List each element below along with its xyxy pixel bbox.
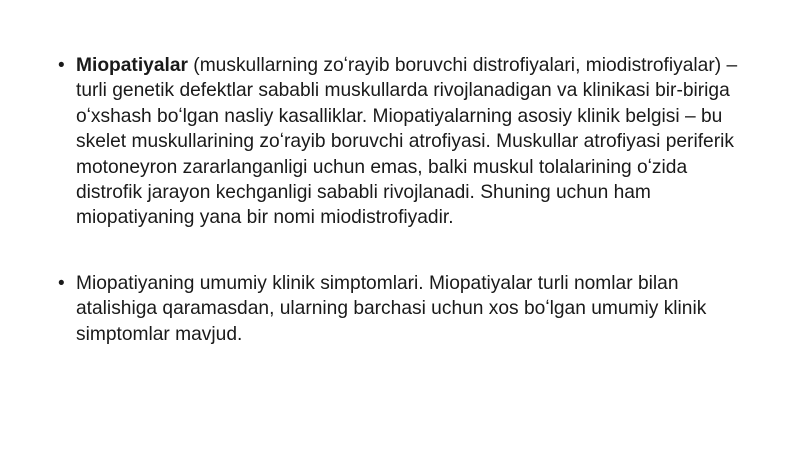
bullet-marker-icon: • bbox=[58, 55, 65, 76]
bullet-term: Miopatiyalar bbox=[76, 55, 188, 76]
bullet-text: Miopatiyaning umumiy klinik simptomlari. Miopatiyalar turli nomlar bilan atalishiga qaramasdan, ularning barchasi uchun xos boʻlgan umumiy klinik simptomlar mavjud. bbox=[76, 272, 707, 345]
bullet-item-definition bbox=[58, 53, 758, 231]
bullet-marker-icon: • bbox=[58, 272, 65, 294]
bullet-text: (muskullarning zoʻrayib boruvchi distrofiyalari, miodistrofiyalar) – turli genetik defektlar sababli muskullarda rivojlanadigan va klinikasi bir-biriga oʻxshash boʻlgan nasliy kasalliklar. Miopatiyalarning asosiy klinik belgisi – bu skelet muskullarining zoʻrayib boruvchi atrofiyasi. Muskullar atrofiyasi periferik motoneyron zararlanganligi uchun emas, balki muskul tolalarining oʻzida distrofik jarayon kechganligi sababli rivojlanadi. Shuning uchun ham miopatiyaning yana bir nomi miodistrofiyadir. bbox=[76, 55, 738, 229]
bullet-item-symptoms bbox=[58, 271, 758, 347]
bullet-list bbox=[58, 53, 758, 347]
